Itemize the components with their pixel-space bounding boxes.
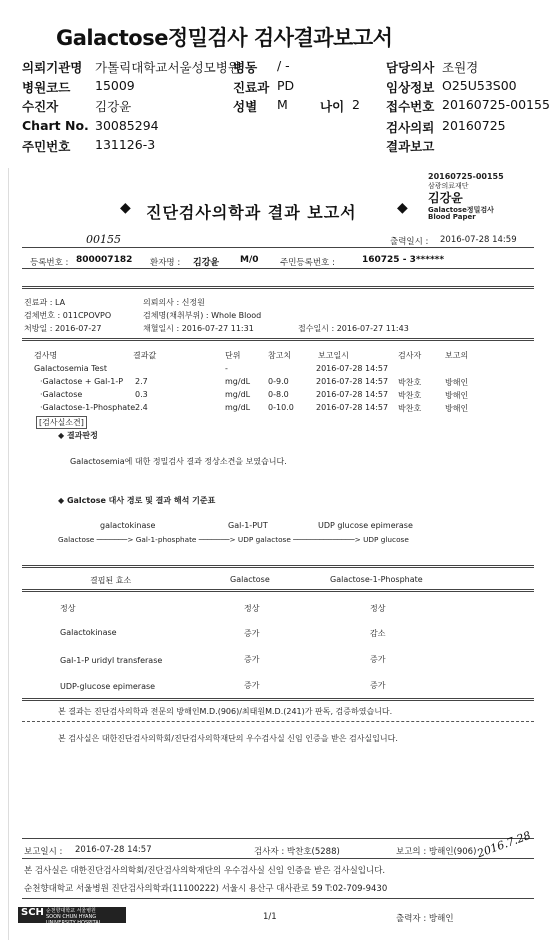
- handwritten-number: 00155: [86, 233, 121, 246]
- cell: 박찬호: [398, 378, 422, 387]
- footer-cert: 본 검사실은 대한진단검사의학회/진단검사의학재단의 우수검사실 신임 인증을 받은 검사실입니다.: [24, 866, 386, 876]
- cell: 증가: [370, 655, 386, 664]
- enzyme-label: galactokinase: [100, 521, 156, 530]
- value: 20160725: [442, 118, 506, 133]
- value: 조원경: [442, 60, 479, 75]
- rrn: 160725 - 3******: [362, 255, 445, 265]
- logo-text: 순천향대학교 서울병원 SOON CHUN HYANG UNIVERSITY HOSPITAL: [46, 908, 102, 926]
- cell: 박찬호: [398, 404, 422, 413]
- info-order-date: 처방일 : 2016-07-27: [24, 324, 102, 333]
- value: 30085294: [95, 118, 159, 133]
- hospital-logo: [18, 907, 126, 926]
- pathway-heading: ◆ Galctose 대사 경로 및 결과 해석 기준표: [58, 496, 216, 505]
- cell: 감소: [370, 629, 386, 638]
- reg-number: 800007182: [76, 255, 133, 265]
- diamond-icon: ◆: [120, 200, 131, 216]
- cell: 2016-07-28 14:57: [316, 390, 389, 399]
- cell: ·Galactose: [40, 390, 83, 399]
- signature: 2016.7.28: [475, 828, 533, 861]
- cell: 박찬호: [398, 391, 422, 400]
- cell: 0.3: [135, 390, 148, 399]
- divider: [22, 268, 534, 269]
- enzyme-label: Gal-1-PUT: [228, 521, 268, 530]
- cert-note: 본 검사실은 대한진단검사의학회/진단검사의학재단의 우수검사실 신임 인증을 받은 검사실입니다.: [58, 734, 398, 743]
- divider: [22, 698, 534, 701]
- label: 담당의사: [386, 60, 435, 75]
- cell: 증가: [244, 655, 260, 664]
- value: 131126-3: [95, 137, 156, 152]
- cell: 0-10.0: [268, 403, 294, 412]
- cell: -: [225, 364, 228, 373]
- patient-name: 김강윤: [193, 258, 220, 268]
- value: M: [277, 97, 288, 112]
- col-header: 검사자: [398, 351, 422, 360]
- divider: [22, 858, 534, 859]
- label: Chart No.: [22, 118, 89, 133]
- col-header: 보고일시: [318, 351, 349, 360]
- cell: 2.4: [135, 403, 148, 412]
- col-header: 결과값: [133, 351, 157, 360]
- stamp-foundation: 삼광의료재단: [428, 182, 469, 190]
- divider: [22, 721, 534, 722]
- page-number: 1/1: [263, 912, 277, 922]
- rrn-label: 주민등록번호 :: [280, 258, 335, 268]
- cell: 0-9.0: [268, 377, 289, 386]
- cell: UDP-glucose epimerase: [60, 682, 156, 691]
- value: 15009: [95, 78, 135, 93]
- patient-sex-age: M/0: [240, 255, 259, 265]
- label: 주민번호: [22, 139, 71, 154]
- scanned-report: [8, 168, 545, 940]
- info-collect: 채혈일시 : 2016-07-27 11:31: [143, 324, 254, 333]
- cell: 증가: [244, 629, 260, 638]
- info-receive: 접수일시 : 2016-07-27 11:43: [298, 324, 409, 333]
- opinion-box: [검사실소견]: [36, 416, 87, 429]
- cell: 2.7: [135, 377, 148, 386]
- divider: [22, 898, 534, 899]
- cell: 방해인: [445, 404, 469, 413]
- enzyme-label: UDP glucose epimerase: [318, 521, 413, 530]
- pathway-line: Galactose ───────> Gal-1-phosphate ───────> UDP galactose ──────────────> UDP glucose: [58, 535, 409, 544]
- label: 임상정보: [386, 80, 435, 95]
- cell: mg/dL: [225, 403, 251, 412]
- info-specimen: 검체명(채취부위) : Whole Blood: [143, 311, 262, 320]
- label: 나이: [320, 99, 345, 114]
- info-doctor: 의뢰의사 : 신정원: [143, 298, 205, 307]
- footer-doctor: 보고의 : 방해인(906): [396, 847, 477, 857]
- cell: 증가: [244, 681, 260, 690]
- stamp-number: 20160725-00155: [428, 172, 504, 181]
- footer-hospital: 순천향대학교 서울병원 진단검사의학과(11100222) 서울시 용산구 대사관로 59 T:02-709-9430: [24, 884, 388, 894]
- value: PD: [277, 78, 295, 93]
- label: 결과보고: [386, 139, 435, 154]
- label: 접수번호: [386, 99, 435, 114]
- footer-report-time: 2016-07-28 14:57: [75, 845, 152, 855]
- cell: 정상: [370, 604, 386, 613]
- divider: [22, 589, 534, 592]
- label: 성별: [233, 99, 258, 114]
- value: / -: [277, 58, 290, 73]
- label: 병원코드: [22, 80, 71, 95]
- divider: [22, 247, 534, 248]
- footer-report-label: 보고일시 :: [24, 847, 63, 857]
- stamp-name: 김강윤: [428, 191, 463, 205]
- info-dept: 진료과 : LA: [24, 298, 66, 307]
- cell: 2016-07-28 14:57: [316, 377, 389, 386]
- cell: 2016-07-28 14:57: [316, 364, 389, 373]
- print-time-label: 출력일시 :: [390, 237, 429, 247]
- stamp-paper: Blood Paper: [428, 213, 476, 221]
- divider: [22, 338, 534, 341]
- print-time: 2016-07-28 14:59: [440, 235, 517, 245]
- value: 2: [352, 97, 360, 112]
- logo-mark: SCH: [21, 907, 44, 918]
- col-header: Galactose-1-Phosphate: [330, 575, 423, 584]
- cell: 0-8.0: [268, 390, 289, 399]
- col-header: 검사명: [34, 351, 58, 360]
- divider: [22, 286, 534, 289]
- divider: [22, 838, 534, 839]
- cell: Galactosemia Test: [34, 364, 107, 373]
- label: 의뢰기관명: [22, 60, 83, 75]
- cell: ·Galactose-1-Phosphate: [40, 403, 136, 412]
- cell: 정상: [60, 604, 76, 613]
- reg-label: 등록번호 :: [30, 258, 69, 268]
- col-header: 참고치: [268, 351, 292, 360]
- diamond-icon: ◆: [397, 200, 408, 216]
- patient-label: 환자명 :: [150, 258, 181, 268]
- col-header: 결핍된 효소: [90, 576, 132, 585]
- certify-note: 본 결과는 진단검사의학과 전문의 방해인M.D.(906)/최태원M.D.(241)가 판독, 검증하였습니다.: [58, 707, 393, 716]
- cell: Galactokinase: [60, 628, 117, 637]
- result-text: Galactosemia에 대한 정밀검사 결과 정상소견을 보였습니다.: [70, 457, 287, 466]
- info-specimen-no: 검체번호 : 011CPOVPO: [24, 311, 112, 320]
- value: O25U53S00: [442, 78, 517, 93]
- result-heading: ◆ 결과판정: [58, 431, 98, 440]
- value: 가톨릭대학교서울성모병원: [95, 60, 240, 75]
- value: 20160725-00155: [442, 97, 550, 112]
- label: 진료과: [233, 80, 270, 95]
- cell: 방해인: [445, 378, 469, 387]
- cell: 정상: [244, 604, 260, 613]
- cell: mg/dL: [225, 377, 251, 386]
- cell: 증가: [370, 681, 386, 690]
- cell: 방해인: [445, 391, 469, 400]
- footer-tester: 검사자 : 박찬호(5288): [254, 847, 340, 857]
- col-header: 보고의: [445, 351, 469, 360]
- stamp-test: Galactose정밀검사: [428, 206, 494, 214]
- cell: 2016-07-28 14:57: [316, 403, 389, 412]
- report-title: 진단검사의학과 결과 보고서: [146, 203, 357, 222]
- col-header: 단위: [225, 351, 241, 360]
- value: 김강윤: [95, 99, 132, 114]
- cell: mg/dL: [225, 390, 251, 399]
- page-title: Galactose정밀검사 검사결과보고서: [56, 26, 393, 50]
- printed-by: 출력자 : 방해인: [396, 914, 454, 924]
- cell: ·Galactose + Gal-1-P: [40, 377, 124, 386]
- cell: Gal-1-P uridyl transferase: [60, 656, 163, 665]
- label: 검사의뢰: [386, 120, 435, 135]
- divider: [22, 565, 534, 568]
- label: 수진자: [22, 99, 59, 114]
- col-header: Galactose: [230, 575, 270, 584]
- label: 병동: [233, 60, 258, 75]
